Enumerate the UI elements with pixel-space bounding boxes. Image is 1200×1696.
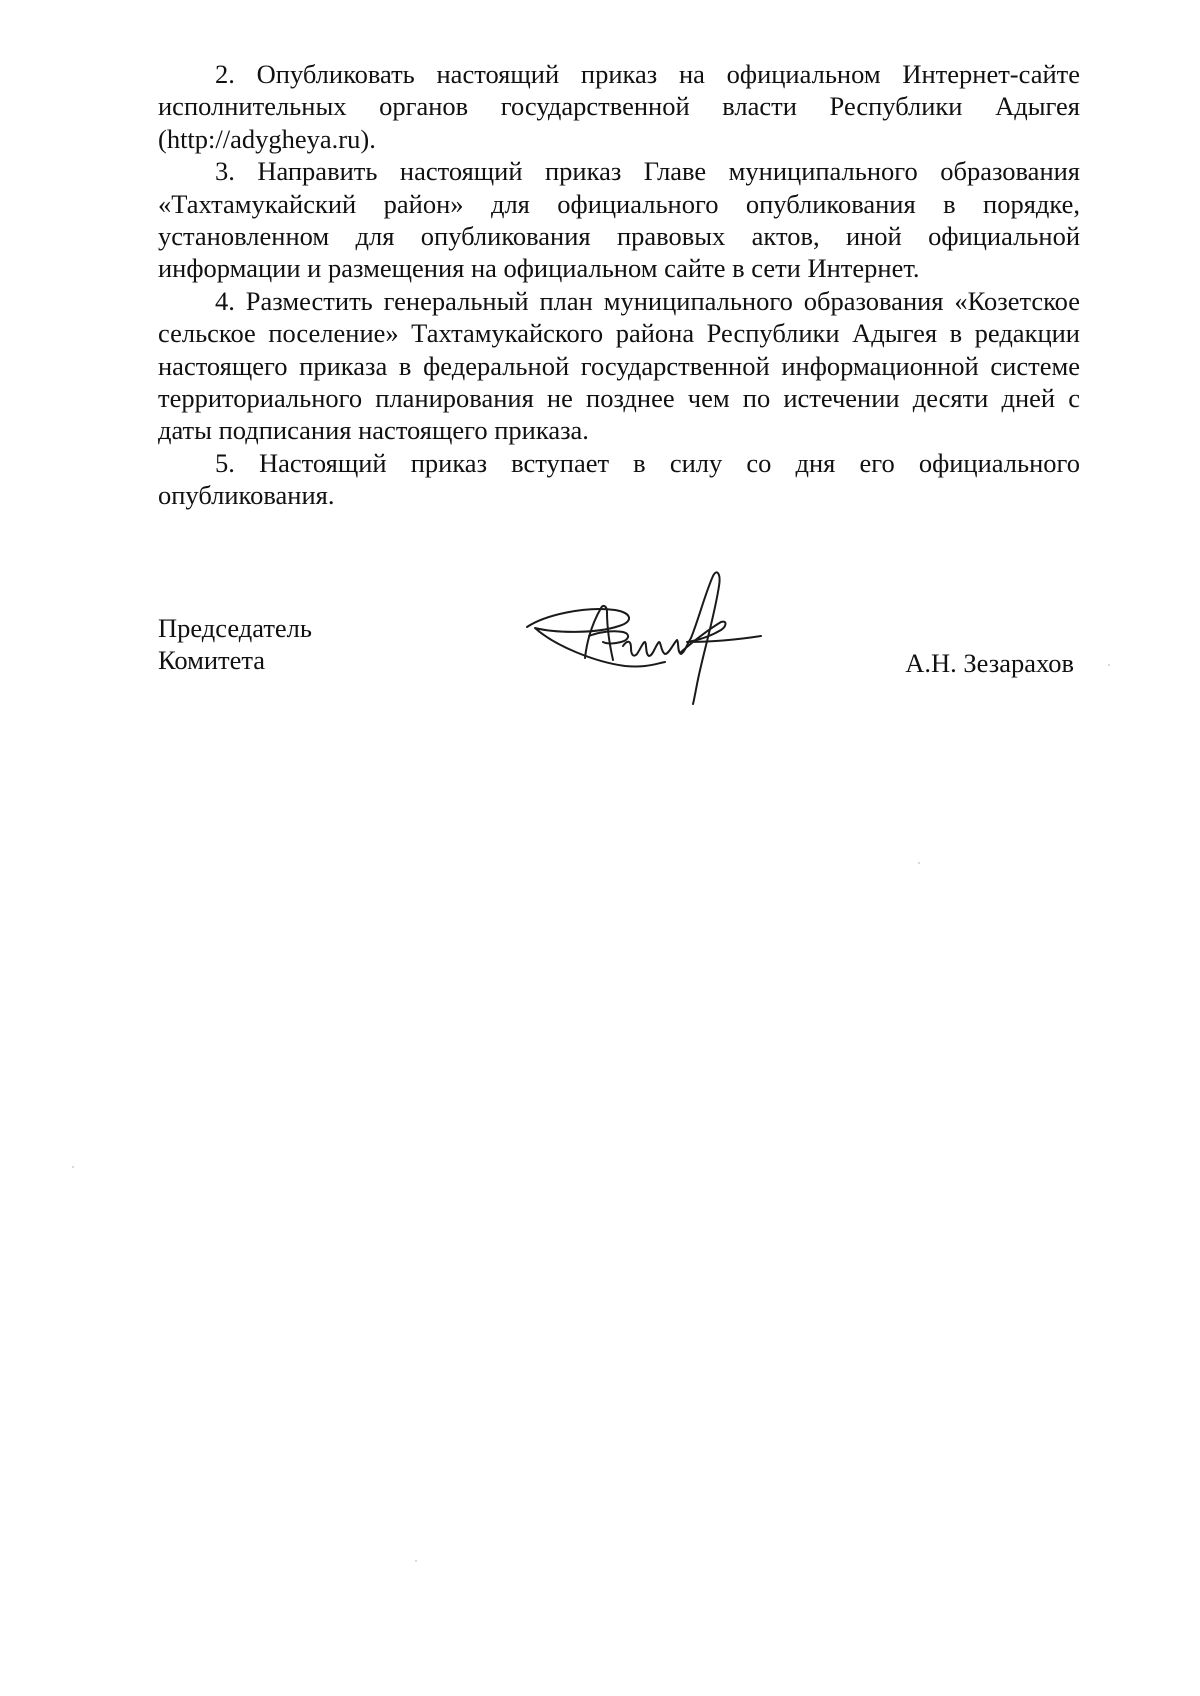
scan-speck: [1108, 664, 1110, 666]
handwritten-signature: [515, 570, 780, 710]
paragraph-2: 2. Опубликовать настоящий приказ на официальном Интернет-сайте исполнительных органов государственной власти Республики Адыгея (http://adygheya.ru).: [158, 59, 1080, 154]
paragraph-5: 5. Настоящий приказ вступает в силу со дня его официального опубликования.: [158, 447, 1080, 511]
signer-title-line1: Председатель: [158, 613, 312, 643]
signer-title-line2: Комитета: [158, 645, 266, 675]
signature-block: [0, 0, 1200, 760]
signer-name: А.Н. Зезарахов: [905, 648, 1074, 678]
scan-speck: [918, 862, 920, 864]
scan-speck: [415, 1560, 417, 1562]
paragraph-4: 4. Разместить генеральный план муниципального образования «Козетское сельское поселение» Тахтамукайского района Республики Адыгея в редакции настоящего приказа в федеральной государственной информационной системе территориального планирования не позднее чем по истечении десяти дней с даты подписания настоящего приказа.: [158, 285, 1080, 446]
scan-speck: [72, 1166, 74, 1168]
signer-title: [158, 612, 312, 676]
paragraph-3: 3. Направить настоящий приказ Главе муниципального образования «Тахтамукайский район» для официального опубликования в порядке, установленном для опубликования правовых актов, иной официальной информации и размещения на официальном сайте в сети Интернет.: [158, 156, 1080, 284]
